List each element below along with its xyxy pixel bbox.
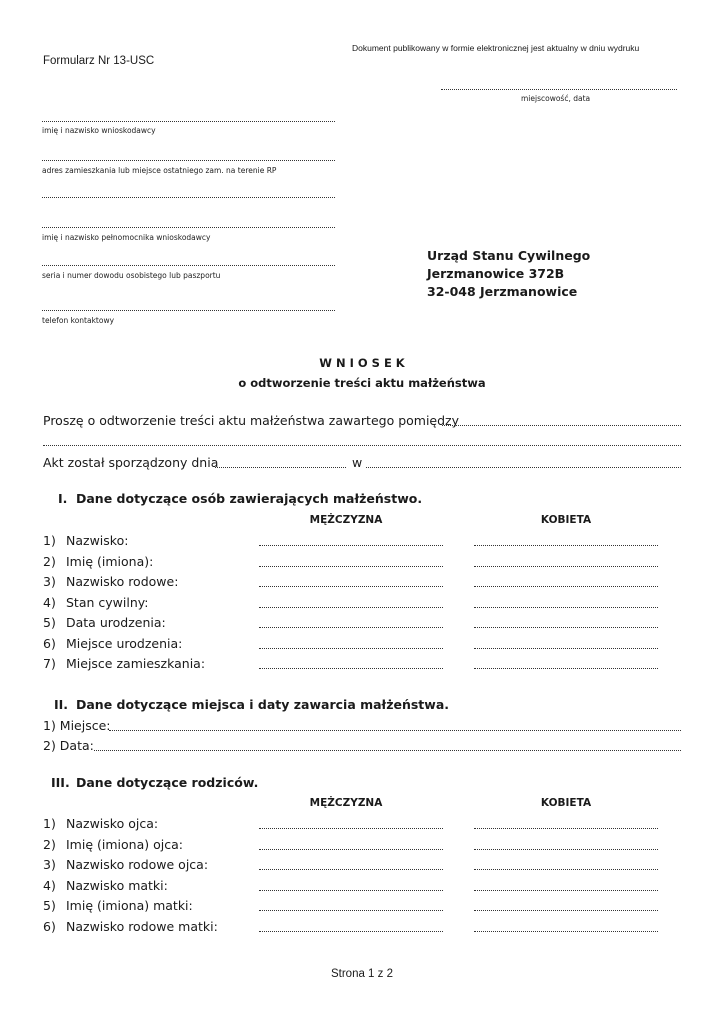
proxy-name-label: imię i nazwisko pełnomocnika wnioskodawcy <box>42 233 211 242</box>
section2-number: II. <box>54 697 69 712</box>
section1-man-field[interactable] <box>259 545 443 546</box>
section3-heading: Dane dotyczące rodziców. <box>76 775 259 790</box>
section1-row-number: 7) <box>43 656 56 671</box>
office-name: Urząd Stanu Cywilnego <box>427 248 591 263</box>
place-date-field[interactable] <box>441 89 677 90</box>
section1-row-label: Data urodzenia: <box>66 615 166 630</box>
address-field[interactable] <box>42 160 335 161</box>
section3-row-number: 1) <box>43 816 56 831</box>
section1-row-label: Stan cywilny: <box>66 594 149 610</box>
marriage-date-field[interactable] <box>94 750 681 751</box>
marriage-date-label: 2) Data: <box>43 738 94 753</box>
section1-woman-field[interactable] <box>474 586 658 587</box>
drawn-up-text: Akt został sporządzony dnia <box>43 455 219 470</box>
section3-woman-field[interactable] <box>474 828 658 829</box>
section1-woman-field[interactable] <box>474 607 658 608</box>
section1-row-number: 6) <box>43 635 56 651</box>
section1-col-woman: KOBIETA <box>540 514 592 526</box>
form-number: Formularz Nr 13-USC <box>43 55 155 67</box>
section3-woman-field[interactable] <box>474 931 658 932</box>
section3-row-label: Imię (imiona) ojca: <box>66 836 183 852</box>
section1-row-label: Nazwisko: <box>66 533 129 548</box>
spouses-field-2[interactable] <box>43 445 681 446</box>
id-document-field[interactable] <box>42 265 335 266</box>
applicant-name-field[interactable] <box>42 121 335 122</box>
section3-row-number: 3) <box>43 857 56 872</box>
section1-man-field[interactable] <box>259 627 443 628</box>
section3-man-field[interactable] <box>259 828 443 829</box>
office-city: 32-048 Jerzmanowice <box>427 284 578 299</box>
section3-woman-field[interactable] <box>474 849 658 850</box>
office-street: Jerzmanowice 372B <box>427 266 565 281</box>
section1-row-label: Nazwisko rodowe: <box>66 574 179 589</box>
section1-row-label: Imię (imiona): <box>66 553 154 569</box>
section1-row-label: Miejsce zamieszkania: <box>66 656 206 671</box>
section3-row-number: 2) <box>43 836 56 852</box>
section3-number: III. <box>51 775 70 790</box>
document-title: W N I O S E K <box>319 356 405 370</box>
address-label: adres zamieszkania lub miejsce ostatniego zam. na terenie RP <box>42 166 277 175</box>
in-label: w <box>352 455 363 470</box>
document-subtitle: o odtworzenie treści aktu małżeństwa <box>238 376 486 390</box>
section1-man-field[interactable] <box>259 586 443 587</box>
drawn-up-place-field[interactable] <box>366 467 681 468</box>
section3-woman-field[interactable] <box>474 910 658 911</box>
section3-row-number: 5) <box>43 898 56 913</box>
section3-col-man: MĘŻCZYZNA <box>309 797 383 809</box>
spouses-field[interactable] <box>442 425 681 426</box>
address-field-2[interactable] <box>42 197 335 198</box>
phone-field[interactable] <box>42 310 335 311</box>
section1-row-number: 2) <box>43 553 56 569</box>
section3-row-label: Nazwisko rodowe ojca: <box>66 857 209 872</box>
section1-man-field[interactable] <box>259 566 443 567</box>
section1-woman-field[interactable] <box>474 566 658 567</box>
section3-woman-field[interactable] <box>474 869 658 870</box>
section1-row-number: 3) <box>43 574 56 589</box>
proxy-name-field[interactable] <box>42 227 335 228</box>
section1-man-field[interactable] <box>259 607 443 608</box>
applicant-name-label: imię i nazwisko wnioskodawcy <box>42 126 156 135</box>
section1-woman-field[interactable] <box>474 545 658 546</box>
section1-row-number: 5) <box>43 615 56 630</box>
section3-man-field[interactable] <box>259 931 443 932</box>
section1-woman-field[interactable] <box>474 648 658 649</box>
section3-woman-field[interactable] <box>474 890 658 891</box>
section3-row-label: Nazwisko ojca: <box>66 816 159 831</box>
section3-row-number: 4) <box>43 877 56 893</box>
published-note: Dokument publikowany w formie elektronicznej jest aktualny w dniu wydruku <box>352 43 640 53</box>
section3-row-label: Nazwisko rodowe matki: <box>66 918 218 934</box>
section1-heading: Dane dotyczące osób zawierających małżeństwo. <box>76 491 423 506</box>
section3-man-field[interactable] <box>259 869 443 870</box>
section3-man-field[interactable] <box>259 849 443 850</box>
section1-woman-field[interactable] <box>474 668 658 669</box>
section3-col-woman: KOBIETA <box>540 797 592 809</box>
page-number: Strona 1 z 2 <box>330 968 393 980</box>
section1-number: I. <box>58 491 68 506</box>
section3-row-label: Nazwisko matki: <box>66 877 168 893</box>
section1-row-number: 1) <box>43 533 56 548</box>
section2-heading: Dane dotyczące miejsca i daty zawarcia małżeństwa. <box>76 697 449 712</box>
section1-man-field[interactable] <box>259 648 443 649</box>
section1-woman-field[interactable] <box>474 627 658 628</box>
id-document-label: seria i numer dowodu osobistego lub paszportu <box>42 271 221 280</box>
section1-row-label: Miejsce urodzenia: <box>66 635 183 651</box>
marriage-place-label: 1) Miejsce: <box>43 718 111 733</box>
section1-man-field[interactable] <box>259 668 443 669</box>
section3-row-number: 6) <box>43 918 56 934</box>
section3-man-field[interactable] <box>259 910 443 911</box>
section1-row-number: 4) <box>43 594 56 610</box>
place-date-label: miejscowość, data <box>521 94 591 103</box>
section3-man-field[interactable] <box>259 890 443 891</box>
section1-col-man: MĘŻCZYZNA <box>309 514 383 526</box>
request-text: Proszę o odtworzenie treści aktu małżeństwa zawartego pomiędzy <box>43 413 460 428</box>
section3-row-label: Imię (imiona) matki: <box>66 898 193 913</box>
drawn-up-date-field[interactable] <box>215 467 346 468</box>
marriage-place-field[interactable] <box>109 730 681 731</box>
phone-label: telefon kontaktowy <box>42 316 115 325</box>
